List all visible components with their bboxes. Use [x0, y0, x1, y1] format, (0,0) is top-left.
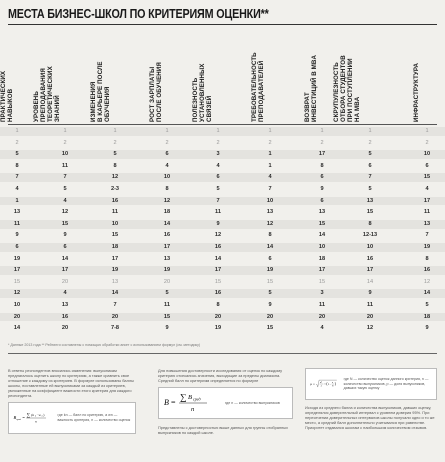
table-cell: 2 [268, 139, 272, 146]
table-cell: 1 [216, 128, 220, 134]
table-cell: 9 [63, 232, 67, 239]
table-cell: 17 [61, 267, 69, 274]
table-cell: 19 [13, 255, 21, 262]
table-cell: 1 [268, 162, 272, 169]
table-cell: 20 [318, 313, 326, 320]
table-cell: 13 [318, 209, 326, 216]
table-cell: 9 [320, 186, 324, 192]
table-cell: 17 [318, 267, 326, 274]
table-cell: 8 [425, 255, 429, 262]
table-cell: 6 [320, 174, 324, 181]
table-cell: 11 [319, 302, 325, 308]
table-cell: 1 [165, 128, 169, 134]
svg-text:сред: сред [16, 418, 21, 422]
table-cell: 11 [62, 162, 68, 169]
table-cell: 9 [15, 232, 19, 239]
table-cell: 9 [216, 220, 220, 227]
table-row [0, 208, 445, 217]
table-cell: 8 [320, 162, 324, 169]
table-cell: 4 [216, 162, 220, 169]
table-cell: 16 [163, 232, 171, 239]
table-cell: 10 [13, 302, 21, 308]
table-cell: 14 [318, 232, 326, 239]
table-cell: 5 [368, 186, 372, 192]
methodology-middle-bottom-text: Представлены с достоверностью выше данных для группы отобранных выпускников по каждой школе. [158, 425, 288, 435]
table-cell: 10 [423, 151, 431, 158]
table-cell: 14 [13, 325, 21, 332]
table-row [0, 185, 445, 194]
table-cell: 10 [266, 197, 274, 204]
table-cell: 6 [15, 244, 19, 250]
table-cell: 16 [366, 255, 374, 262]
table-cell: 17 [13, 267, 21, 274]
table-cell: 2 [113, 139, 117, 146]
table-cell: 16 [111, 197, 119, 204]
table-cell: 18 [111, 244, 119, 250]
table-cell: 17 [318, 151, 326, 158]
weighted-average-formula [13, 405, 52, 431]
table-cell: 17 [111, 255, 119, 262]
confidence-formula-note: где N — количество оценок данного критерия, n — количество выпускников, p — доля выпускников, давших такую оценку [343, 377, 429, 391]
table-cell: 9 [368, 290, 372, 297]
table-cell: 12 [214, 232, 222, 239]
bottom-divider [8, 353, 437, 354]
table-cell: 4 [63, 197, 67, 204]
table-cell: 11 [164, 302, 170, 308]
table-cell: 20 [214, 313, 222, 320]
table-cell: 1 [268, 151, 272, 158]
table-cell: 4 [268, 174, 272, 181]
table-cell: 15 [266, 278, 274, 285]
table-cell: 12 [163, 197, 171, 204]
table-cell: 6 [216, 174, 220, 181]
table-cell: 19 [111, 267, 119, 274]
table-cell: 16 [61, 313, 69, 320]
table-cell: 5 [368, 151, 372, 158]
table-cell: 11 [14, 220, 20, 227]
table-cell: 6 [165, 151, 169, 158]
table-cell: 2 [425, 139, 429, 146]
table-cell: 18 [318, 255, 326, 262]
formula-box-mean [158, 387, 293, 419]
table-cell: 8 [216, 302, 220, 308]
table-cell: 6 [425, 162, 429, 169]
table-cell: 6 [320, 197, 324, 204]
table-cell: 15 [61, 220, 69, 227]
table-cell: 11 [215, 209, 221, 216]
methodology-left [8, 368, 136, 434]
table-row [0, 266, 445, 275]
table-row [0, 313, 445, 322]
table-cell: 15 [214, 278, 222, 285]
table-cell: 15 [423, 174, 431, 181]
table-cell: 20 [13, 313, 21, 320]
svg-text:1 −: 1 − [327, 382, 332, 386]
table-row [0, 278, 445, 287]
table-cell: 20 [163, 278, 171, 285]
table-cell: 13 [13, 209, 21, 216]
table-cell: 17 [366, 267, 374, 274]
table-cell: 15 [13, 278, 21, 285]
table-cell: 15 [366, 209, 374, 216]
table-row [0, 162, 445, 171]
table-cell: 10 [61, 151, 69, 158]
footnote: * Данные 2013 года ** Рейтинги составлены с помощью обработки анкет с использованием формул (см. методику) [8, 343, 201, 347]
table-cell: 12 [111, 174, 119, 181]
methodology-left-text: В ответы респондентов вносились изменения: выпускникам предлагалось оценить школу по критериям, а также сравнить свое отношение к каждому из критериев. В формуле использованы баллы школы, поставленные ей выпускниками за каждый из критериев, умноженные на коэффициент важности этого критерия для каждого респондента. [8, 368, 134, 398]
table-cell: 14 [266, 244, 274, 250]
table-cell: 14 [163, 220, 171, 227]
table-cell: 1 [368, 128, 372, 134]
methodology-right-text: Исходя из среднего балла и количества выпускников, давших оценку, определялся доверительный интервал с уровнем доверия 95%. При пересечении доверительных интервалов школы получали одно и то же место, а средний балл дополнительно учитывался при равенстве. Приоритет отдавался школам с наибольшим количеством отзывов. [305, 405, 435, 430]
table-cell: 11 [424, 209, 430, 216]
table-cell: 10 [111, 220, 119, 227]
table-cell: 1 [63, 128, 67, 134]
svg-text:· w: · w [36, 412, 41, 417]
table-cell: 9 [268, 302, 272, 308]
rankings-table [0, 127, 445, 337]
table-cell: 7 [15, 174, 19, 181]
table-cell: 14 [111, 290, 119, 297]
svg-text:n: n [320, 384, 322, 388]
table-cell: 18 [423, 313, 431, 320]
table-cell: 17 [214, 267, 222, 274]
table-cell: 4 [165, 162, 169, 169]
table-cell: 20 [111, 313, 119, 320]
table-cell: 9 [165, 325, 169, 332]
table-cell: 12 [266, 220, 274, 227]
table-cell: 6 [268, 255, 272, 262]
table-cell: 7-8 [110, 325, 120, 332]
table-cell: 6 [63, 244, 67, 250]
table-row [0, 289, 445, 298]
table-cell: 3 [320, 290, 324, 297]
table-cell: 5 [15, 151, 19, 158]
table-cell: 13 [61, 302, 69, 308]
table-cell: 2 [320, 139, 324, 146]
table-cell: 5 [425, 302, 429, 308]
table-cell: 1 [268, 128, 272, 134]
svg-text:N: N [332, 385, 334, 388]
table-row [0, 173, 445, 182]
table-cell: 13 [163, 255, 171, 262]
table-cell: 5 [63, 186, 67, 192]
table-cell: 12 [366, 325, 374, 332]
table-cell: 20 [61, 325, 69, 332]
table-cell: 15 [163, 313, 171, 320]
svg-text:(: ( [326, 382, 328, 387]
table-cell: 2-3 [110, 186, 120, 192]
svg-text:∑: ∑ [26, 413, 31, 419]
table-cell: 7 [425, 232, 429, 239]
svg-text:=: = [313, 381, 315, 386]
table-cell: 14 [61, 255, 69, 262]
table-cell: 1 [15, 197, 19, 204]
table-cell: 1 [15, 128, 19, 134]
table-cell: 12 [13, 290, 21, 297]
table-cell: 10 [318, 244, 326, 250]
svg-text:B: B [164, 398, 169, 407]
table-cell: 2 [165, 139, 169, 146]
svg-text:×: × [324, 382, 326, 386]
table-cell: 1 [320, 128, 324, 134]
svg-text:): ) [43, 412, 45, 417]
table-cell: 19 [163, 267, 171, 274]
table-cell: 3 [216, 151, 220, 158]
svg-text:σ²: σ² [319, 381, 322, 385]
table-cell: 18 [163, 209, 171, 216]
table-cell: 19 [266, 267, 274, 274]
table-cell: 16 [214, 244, 222, 250]
table-cell: 5 [216, 186, 220, 192]
table-cell: 8 [368, 220, 372, 227]
methodology-middle [158, 368, 293, 435]
table-cell: 14 [423, 290, 431, 297]
table-cell: 13 [266, 209, 274, 216]
table-cell: 11 [367, 302, 373, 308]
table-cell: 15 [318, 278, 326, 285]
table-row [0, 231, 445, 240]
table-cell: 14 [214, 255, 222, 262]
table-cell: 6 [368, 162, 372, 169]
table-cell: 12 [61, 209, 69, 216]
table-cell: 17 [163, 244, 171, 250]
svg-text:∑: ∑ [180, 392, 187, 402]
table-cell: 15 [111, 232, 119, 239]
svg-text:B: B [13, 415, 17, 421]
confidence-interval-formula [310, 371, 338, 397]
table-row [0, 127, 445, 136]
table-cell: 20 [266, 313, 274, 320]
svg-text:сред: сред [193, 396, 201, 402]
table-cell: 8 [165, 186, 169, 192]
svg-text:n: n [35, 419, 37, 424]
table-row [0, 197, 445, 206]
svg-text:B: B [188, 394, 192, 401]
table-cell: 13 [423, 220, 431, 227]
methodology-middle-text: Для повышения достоверности исследования от оценок по каждому критерию отсекались значения, выходящие за пределы диапазона. Средний балл по критериям определяется по формуле [158, 368, 283, 383]
svg-text:μ: μ [310, 381, 313, 386]
table-row [0, 150, 445, 159]
table-cell: 16 [214, 290, 222, 297]
table-cell: 17 [423, 197, 431, 204]
table-cell: 5 [268, 290, 272, 297]
table-cell: 4 [425, 186, 429, 192]
table-cell: 12 [423, 278, 431, 285]
title-divider [8, 24, 437, 25]
table-cell: 8 [113, 162, 117, 169]
table-cell: 12-13 [362, 232, 378, 239]
mean-formula-note: где n — количество выпускников [225, 400, 280, 405]
table-cell: 8 [15, 162, 19, 169]
svg-text:=: = [171, 398, 176, 407]
table-cell: 11 [112, 209, 118, 216]
table-cell: 8 [268, 232, 272, 239]
svg-text:(k: (k [31, 412, 34, 417]
table-cell: 7 [368, 174, 372, 181]
table-row [0, 220, 445, 229]
table-cell: 9 [425, 325, 429, 332]
table-cell: 2 [216, 139, 220, 146]
table-cell: 15 [266, 325, 274, 332]
table-cell: 1 [425, 128, 429, 134]
table-cell: 10 [366, 244, 374, 250]
table-cell: 20 [366, 313, 374, 320]
table-cell: 13 [366, 197, 374, 204]
table-cell: 7 [63, 174, 67, 181]
table-cell: 10 [163, 174, 171, 181]
table-row [0, 255, 445, 264]
table-cell: 2 [15, 139, 19, 146]
table-cell: 19 [423, 244, 431, 250]
table-cell: 2 [63, 139, 67, 146]
table-cell: 5 [165, 290, 169, 297]
methodology-right [305, 368, 437, 430]
table-cell: 4 [15, 186, 19, 192]
svg-text:=: = [22, 415, 25, 421]
table-row [0, 243, 445, 252]
header-divider [8, 124, 437, 125]
weighted-formula-note: где kn — балл по критерию, a wn — важность критерия, n — количество оценок [57, 413, 131, 422]
svg-text:n: n [191, 406, 195, 413]
table-cell: 16 [423, 267, 431, 274]
page-title: МЕСТА БИЗНЕС-ШКОЛ ПО КРИТЕРИЯМ ОЦЕНКИ** [8, 7, 269, 21]
table-cell: 13 [111, 278, 119, 285]
table-cell: 7 [268, 186, 272, 192]
table-row [0, 301, 445, 310]
table-row [0, 324, 445, 333]
table-cell: 1 [113, 128, 117, 134]
svg-text:n: n [41, 415, 43, 418]
column-headers: ПРАКТИЧЕСКИХ НАВЫКОВ УРОВЕНЬ ПРЕПОДАВАНИЯ ТЕОРЕТИЧЕСКИХ ЗНАНИЙ ИЗМЕНЕНИЯ В КАРЬЕРЕ ПОСЛЕ ОБУЧЕНИЯ РОСТ ЗАРПЛАТЫ ПОСЛЕ ОБУЧЕНИЯ ПОЛЕЗНОСТЬ УСТАНОВЛЕННЫХ СВЯЗЕЙ ТРЕБОВАТЕЛЬНОСТЬ ПРЕПОДАВАТЕЛЕЙ ВОЗВРАТ ИНВЕСТИЦИЙ В MBA СКРУПУЛЕЗНОСТЬ ОТБОРА СТУДЕНТОВ ПРИ ПОСТУПЛЕНИИ НА MBA ИНФРАСТРУКТУРА [0, 52, 420, 122]
table-cell: 15 [318, 220, 326, 227]
formula-box-confidence [305, 368, 437, 400]
table-cell: 20 [61, 278, 69, 285]
table-cell: 7 [216, 197, 220, 204]
table-cell: 5 [113, 151, 117, 158]
table-cell: 19 [214, 325, 222, 332]
table-cell: 2 [368, 139, 372, 146]
table-cell: 4 [320, 325, 324, 332]
svg-text:n: n [35, 415, 37, 418]
table-cell: 7 [113, 302, 117, 308]
table-cell: 14 [366, 278, 374, 285]
table-cell: 4 [63, 290, 67, 297]
formula-box-weighted [8, 402, 136, 434]
svg-text:n: n [332, 382, 334, 385]
svg-text:): ) [334, 382, 336, 387]
table-row [0, 139, 445, 148]
mean-formula [163, 390, 219, 416]
